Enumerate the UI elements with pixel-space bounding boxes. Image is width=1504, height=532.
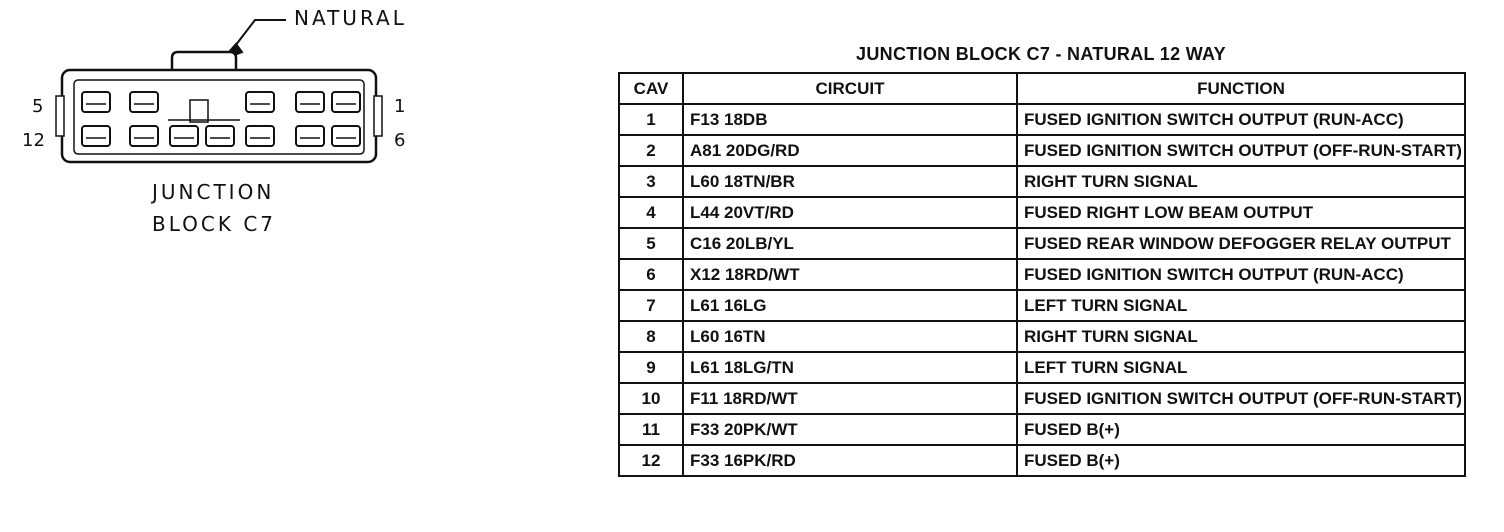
connector-name-line2: BLOCK C7 xyxy=(152,212,277,236)
cavity-6 xyxy=(332,126,360,146)
connector-name-line1: JUNCTION xyxy=(152,180,275,204)
right-notch xyxy=(374,96,382,136)
cavity-table xyxy=(618,72,1466,477)
table-row xyxy=(619,166,1465,197)
connector-body xyxy=(62,70,376,162)
cell-function: FUSED IGNITION SWITCH OUTPUT (RUN-ACC) xyxy=(1017,104,1465,135)
cell-function: FUSED IGNITION SWITCH OUTPUT (OFF-RUN-START) xyxy=(1017,135,1465,166)
pin-label-top-left: 5 xyxy=(32,96,44,117)
cell-circuit: F13 18DB xyxy=(683,104,1017,135)
cavity-8 xyxy=(246,126,274,146)
connector-diagram xyxy=(0,0,600,532)
cell-circuit: L60 16TN xyxy=(683,321,1017,352)
cavity-9 xyxy=(206,126,234,146)
pin-label-bottom-left: 12 xyxy=(22,130,45,151)
cell-circuit: F11 18RD/WT xyxy=(683,383,1017,414)
cell-function: FUSED RIGHT LOW BEAM OUTPUT xyxy=(1017,197,1465,228)
cell-function: LEFT TURN SIGNAL xyxy=(1017,290,1465,321)
center-key xyxy=(190,100,208,122)
cell-circuit: L60 18TN/BR xyxy=(683,166,1017,197)
cell-circuit: F33 20PK/WT xyxy=(683,414,1017,445)
table-row xyxy=(619,321,1465,352)
table-row xyxy=(619,197,1465,228)
cell-cav: 8 xyxy=(619,321,683,352)
table-row xyxy=(619,290,1465,321)
cavity-10 xyxy=(170,126,198,146)
cell-function: RIGHT TURN SIGNAL xyxy=(1017,166,1465,197)
header-cav: CAV xyxy=(619,73,683,104)
cavity-4 xyxy=(130,92,158,112)
pin-label-bottom-right: 6 xyxy=(394,130,406,151)
cell-cav: 6 xyxy=(619,259,683,290)
table-header-row xyxy=(619,73,1465,104)
cell-cav: 9 xyxy=(619,352,683,383)
cell-circuit: F33 16PK/RD xyxy=(683,445,1017,476)
cell-cav: 11 xyxy=(619,414,683,445)
cell-function: FUSED IGNITION SWITCH OUTPUT (OFF-RUN-START) xyxy=(1017,383,1465,414)
cell-cav: 12 xyxy=(619,445,683,476)
cell-cav: 4 xyxy=(619,197,683,228)
callout-natural-label: NATURAL xyxy=(294,6,407,30)
cavity-7 xyxy=(296,126,324,146)
cell-cav: 5 xyxy=(619,228,683,259)
table-row xyxy=(619,135,1465,166)
cavity-3 xyxy=(246,92,274,112)
table-row xyxy=(619,104,1465,135)
cell-cav: 7 xyxy=(619,290,683,321)
cavity-2 xyxy=(296,92,324,112)
table-row xyxy=(619,445,1465,476)
cell-circuit: L44 20VT/RD xyxy=(683,197,1017,228)
cavity-11 xyxy=(130,126,158,146)
table-row xyxy=(619,259,1465,290)
left-notch xyxy=(56,96,64,136)
cell-cav: 1 xyxy=(619,104,683,135)
cavity-5 xyxy=(82,92,110,112)
cell-cav: 2 xyxy=(619,135,683,166)
cell-circuit: C16 20LB/YL xyxy=(683,228,1017,259)
cell-function: FUSED IGNITION SWITCH OUTPUT (RUN-ACC) xyxy=(1017,259,1465,290)
table-title: JUNCTION BLOCK C7 - NATURAL 12 WAY xyxy=(856,44,1226,64)
cavity-12 xyxy=(82,126,110,146)
cell-function: FUSED B(+) xyxy=(1017,445,1465,476)
connector-drawing xyxy=(0,0,600,532)
table-row xyxy=(619,414,1465,445)
cell-function: FUSED REAR WINDOW DEFOGGER RELAY OUTPUT xyxy=(1017,228,1465,259)
header-circuit: CIRCUIT xyxy=(683,73,1017,104)
table-row xyxy=(619,352,1465,383)
cell-cav: 3 xyxy=(619,166,683,197)
header-function: FUNCTION xyxy=(1017,73,1465,104)
cell-circuit: L61 18LG/TN xyxy=(683,352,1017,383)
cell-function: LEFT TURN SIGNAL xyxy=(1017,352,1465,383)
cell-function: FUSED B(+) xyxy=(1017,414,1465,445)
table-row xyxy=(619,228,1465,259)
cell-circuit: X12 18RD/WT xyxy=(683,259,1017,290)
pin-label-top-right: 1 xyxy=(394,96,406,117)
cell-cav: 10 xyxy=(619,383,683,414)
cell-circuit: A81 20DG/RD xyxy=(683,135,1017,166)
cell-function: RIGHT TURN SIGNAL xyxy=(1017,321,1465,352)
cavity-1 xyxy=(332,92,360,112)
cell-circuit: L61 16LG xyxy=(683,290,1017,321)
connector-latch xyxy=(172,52,236,70)
table-row xyxy=(619,383,1465,414)
